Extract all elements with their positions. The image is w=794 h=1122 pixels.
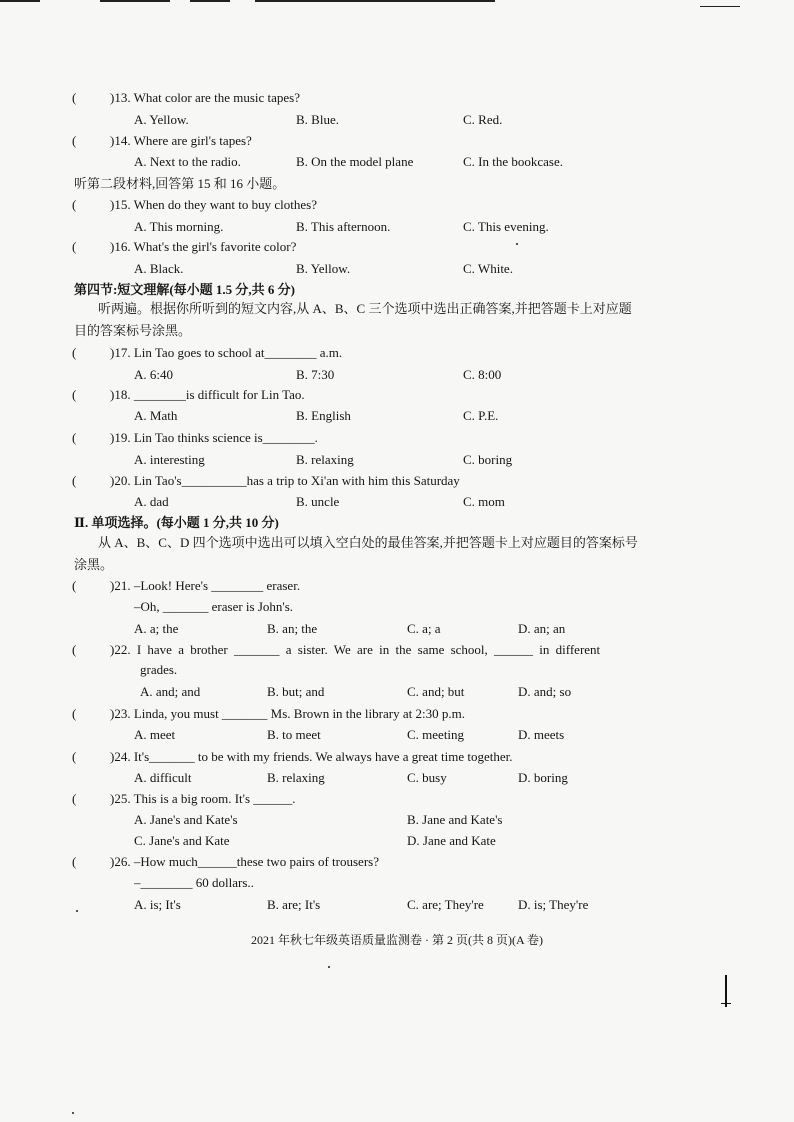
option-d: D. is; They're	[518, 897, 589, 912]
option-c: C. Jane's and Kate	[134, 833, 230, 848]
option-a: A. and; and	[140, 684, 201, 699]
section-4-title: 第四节:短文理解(每小题 1.5 分,共 6 分)	[74, 282, 295, 297]
scan-speck	[328, 966, 330, 968]
option-b: B. but; and	[267, 684, 325, 699]
option-a: A. 6:40	[134, 367, 173, 382]
option-d: D. Jane and Kate	[407, 833, 496, 848]
question-text: )13. What color are the music tapes?	[110, 90, 300, 105]
option-c: C. This evening.	[463, 219, 549, 234]
answer-bracket: (	[72, 473, 77, 488]
option-c: C. White.	[463, 261, 513, 276]
question-text: )16. What's the girl's favorite color?	[110, 239, 297, 254]
option-a: A. difficult	[134, 770, 192, 785]
option-c: C. meeting	[407, 727, 465, 742]
option-c: C. P.E.	[463, 408, 499, 423]
option-b: B. Yellow.	[296, 261, 351, 276]
option-a: A. This morning.	[134, 219, 224, 234]
answer-bracket: (	[72, 854, 77, 869]
scan-speck	[76, 910, 78, 912]
question-text: )17. Lin Tao goes to school at________ a.m.	[110, 345, 343, 360]
option-c: C. 8:00	[463, 367, 502, 382]
section-4-instructions: 听两遍。根据你所听到的短文内容,从 A、B、C 三个选项中选出正确答案,并把答题卡上对应题目的答案标号涂黑。	[74, 301, 632, 338]
option-c: C. and; but	[407, 684, 465, 699]
question-continuation: –________ 60 dollars..	[134, 875, 254, 890]
section-listen-2: 听第二段材料,回答第 15 和 16 小题。	[74, 176, 286, 191]
scan-edge-line	[190, 0, 230, 2]
option-c: C. mom	[463, 494, 505, 509]
option-a: A. is; It's	[134, 897, 181, 912]
answer-bracket: (	[72, 578, 77, 593]
scan-speck	[72, 1112, 74, 1114]
option-a: A. Next to the radio.	[134, 154, 241, 169]
question-text: )15. When do they want to buy clothes?	[110, 197, 317, 212]
question-text: )24. It's_______ to be with my friends. We always have a great time together.	[110, 749, 513, 764]
option-b: B. relaxing	[296, 452, 354, 467]
option-b: B. 7:30	[296, 367, 335, 382]
question-text: )21. –Look! Here's ________ eraser.	[110, 578, 301, 593]
option-d: D. an; an	[518, 621, 566, 636]
option-a: A. Black.	[134, 261, 184, 276]
answer-bracket: (	[72, 430, 77, 445]
option-b: B. are; It's	[267, 897, 321, 912]
scan-edge-line	[700, 6, 740, 7]
option-d: D. meets	[518, 727, 565, 742]
question-text: )26. –How much______these two pairs of trousers?	[110, 854, 379, 869]
question-text: )18. ________is difficult for Lin Tao.	[110, 387, 305, 402]
scan-edge-line	[0, 0, 40, 2]
option-b: B. Jane and Kate's	[407, 812, 503, 827]
question-continuation: grades.	[140, 662, 178, 677]
option-b: B. relaxing	[267, 770, 325, 785]
question-text: )14. Where are girl's tapes?	[110, 133, 252, 148]
answer-bracket: (	[72, 345, 77, 360]
part-2-instructions: 从 A、B、C、D 四个选项中选出可以填入空白处的最佳答案,并把答题卡上对应题目的答案标号涂黑。	[74, 535, 638, 572]
option-a: A. a; the	[134, 621, 179, 636]
scan-speck	[516, 243, 518, 245]
scan-mark	[721, 1003, 731, 1004]
option-c: C. boring	[463, 452, 513, 467]
option-a: A. Yellow.	[134, 112, 189, 127]
part-2-title: Ⅱ. 单项选择。(每小题 1 分,共 10 分)	[74, 515, 279, 530]
option-a: A. meet	[134, 727, 176, 742]
option-b: B. Blue.	[296, 112, 339, 127]
option-b: B. to meet	[267, 727, 321, 742]
option-b: B. This afternoon.	[296, 219, 391, 234]
question-text: )20. Lin Tao's__________has a trip to Xi'an with him this Saturday	[110, 473, 460, 488]
option-d: D. boring	[518, 770, 568, 785]
answer-bracket: (	[72, 749, 77, 764]
scan-edge-line	[100, 0, 170, 2]
option-a: A. dad	[134, 494, 169, 509]
question-text: )23. Linda, you must _______ Ms. Brown in the library at 2:30 p.m.	[110, 706, 465, 721]
answer-bracket: (	[72, 197, 77, 212]
option-b: B. an; the	[267, 621, 318, 636]
page-footer: 2021 年秋七年级英语质量监测卷 · 第 2 页(共 8 页)(A 卷)	[251, 933, 543, 947]
answer-bracket: (	[72, 133, 77, 148]
option-d: D. and; so	[518, 684, 572, 699]
option-b: B. uncle	[296, 494, 340, 509]
question-continuation: –Oh, _______ eraser is John's.	[134, 599, 294, 614]
question-text: )22. I have a brother _______ a sister. We are in the same school, ______ in different	[110, 642, 601, 657]
option-c: C. Red.	[463, 112, 503, 127]
answer-bracket: (	[72, 642, 77, 657]
option-c: C. are; They're	[407, 897, 484, 912]
option-a: A. interesting	[134, 452, 205, 467]
option-c: C. a; a	[407, 621, 441, 636]
scan-edge-line	[255, 0, 495, 2]
option-c: C. In the bookcase.	[463, 154, 564, 169]
question-text: )19. Lin Tao thinks science is________.	[110, 430, 318, 445]
answer-bracket: (	[72, 90, 77, 105]
answer-bracket: (	[72, 239, 77, 254]
answer-bracket: (	[72, 791, 77, 806]
option-b: B. English	[296, 408, 351, 423]
answer-bracket: (	[72, 387, 77, 402]
answer-bracket: (	[72, 706, 77, 721]
question-text: )25. This is a big room. It's ______.	[110, 791, 296, 806]
option-a: A. Math	[134, 408, 178, 423]
option-c: C. busy	[407, 770, 447, 785]
option-a: A. Jane's and Kate's	[134, 812, 238, 827]
option-b: B. On the model plane	[296, 154, 414, 169]
